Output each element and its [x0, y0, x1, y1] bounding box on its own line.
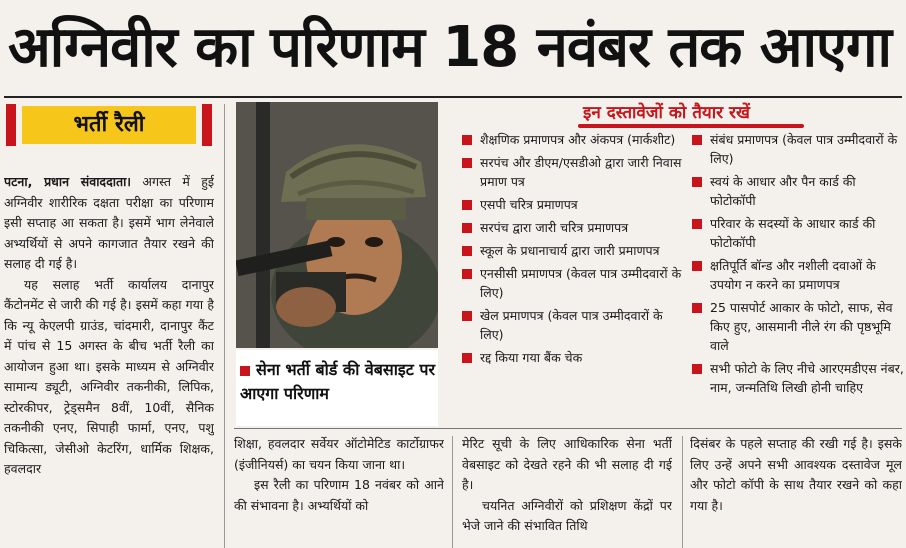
- list-item-text: सरपंच और डीएम/एसडीओ द्वारा जारी निवास प्रमाण पत्र: [480, 155, 682, 189]
- list-item: [690, 298, 904, 355]
- article-paragraph-6: चयनित अग्निवीरों को प्रशिक्षण केंद्रों पर भेजे जाने की संभावित तिथि: [462, 497, 672, 533]
- red-square-bullet-icon: [692, 219, 702, 229]
- photo-caption-text: सेना भर्ती बोर्ड की वेबसाइट पर आएगा परिणाम: [240, 360, 436, 403]
- list-item: [460, 130, 682, 149]
- list-item-text: एसपी चरित्र प्रमाणपत्र: [480, 197, 578, 212]
- red-square-bullet-icon: [462, 353, 472, 363]
- list-item: [460, 195, 682, 214]
- list-item: [460, 306, 682, 344]
- list-item-text: परिवार के सदस्यों के आधार कार्ड की फोटोकॉपी: [710, 216, 876, 250]
- red-square-bullet-icon: [692, 261, 702, 271]
- list-item: [460, 241, 682, 260]
- list-item-text: संबंध प्रमाणपत्र (केवल पात्र उम्मीदवारों के लिए): [710, 132, 898, 166]
- soldier-aiming-rifle-illustration: [236, 102, 438, 348]
- red-square-bullet-icon: [462, 135, 472, 145]
- tag-left-bar: [6, 104, 16, 146]
- list-item-text: खेल प्रमाणपत्र (केवल पात्र उम्मीदवारों के लिए): [480, 308, 663, 342]
- red-square-bullet-icon: [462, 311, 472, 321]
- section-tag-label: भर्ती रैली: [22, 106, 196, 144]
- headline: अग्निवीर का परिणाम 18 नवंबर तक आएगा: [8, 15, 892, 80]
- list-item: [690, 172, 904, 210]
- column-divider: [452, 436, 453, 548]
- red-square-bullet-icon: [692, 177, 702, 187]
- red-square-bullet-icon: [462, 223, 472, 233]
- caption-bullet-icon: [240, 366, 250, 376]
- tag-right-bar: [202, 104, 212, 146]
- list-item: [690, 256, 904, 294]
- list-item-text: शैक्षणिक प्रमाणपत्र और अंकपत्र (मार्कशीट): [480, 132, 676, 147]
- article-paragraph-2: यह सलाह भर्ती कार्यालय दानापुर कैंटोनमेंट से जारी की गई है। इसमें कहा गया है कि न्यू केएलपी ग्राउंड, चांदमारी, दानापुर कैंट में पांच से 15 अगस्त के बीच भर्ती रैली का आयोजन हुआ था। इसके माध्यम से अग्निवीर सामान्य ड्यूटी, अग्निवीर तकनीकी, लिपिक, स्टोरकीपर, ट्रेड्समैन 8वीं, 10वीं, सैनिक तकनीकी एनए, सिपाही फार्मा, एनए, पशु चिकित्सा, जेसीओ केटरिंग, धार्मिक शिक्षक, हवलदार: [4, 276, 214, 476]
- list-item-text: सभी फोटो के लिए नीचे आरएमडीएस नंबर, नाम, जन्मतिथि लिखी होनी चाहिए: [710, 361, 904, 395]
- article-paragraph-4: इस रैली का परिणाम 18 नवंबर को आने की संभावना है। अभ्यर्थियों को: [234, 477, 444, 513]
- red-square-bullet-icon: [462, 246, 472, 256]
- section-tag: [6, 104, 212, 146]
- list-item-text: रद्द किया गया बैंक चेक: [480, 350, 583, 365]
- list-item-text: एनसीसी प्रमाणपत्र (केवल पात्र उम्मीदवारों के लिए): [480, 266, 682, 300]
- article-column-3: [462, 434, 672, 548]
- documents-title: इन दस्तावेजों को तैयार रखें: [583, 103, 750, 123]
- list-item-text: क्षतिपूर्ति बॉन्ड और नशीली दवाओं के उपयोग न करने का प्रमाणपत्र: [710, 258, 876, 292]
- red-square-bullet-icon: [692, 364, 702, 374]
- list-item: [690, 359, 904, 397]
- photo-caption: [240, 358, 436, 406]
- article-column-1: [4, 172, 214, 548]
- red-square-bullet-icon: [462, 269, 472, 279]
- list-item-text: स्वयं के आधार और पैन कार्ड की फोटोकॉपी: [710, 174, 856, 208]
- list-item: [460, 348, 682, 367]
- list-item: [460, 153, 682, 191]
- red-square-bullet-icon: [692, 135, 702, 145]
- article-paragraph-3: शिक्षा, हवलदार सर्वेयर ऑटोमेटिड कार्टोग्राफर (इंजीनियर्स) का चयन किया जाना था।: [234, 436, 444, 472]
- red-square-bullet-icon: [462, 158, 472, 168]
- list-item: [690, 214, 904, 252]
- column-divider: [682, 436, 683, 548]
- list-item: [460, 218, 682, 237]
- paragraph-1-text: अगस्त में हुई अग्निवीर शारीरिक दक्षता परीक्षा का परिणाम इसी सप्ताह आ सकता है। इसमें भाग लेनेवाले अभ्यर्थियों से अपने कागजात तैयार रखने की सलाह दी गई है।: [4, 174, 214, 271]
- section-rule: [234, 428, 902, 429]
- list-item: [690, 130, 904, 168]
- documents-list-right: [690, 130, 904, 401]
- red-square-bullet-icon: [692, 303, 702, 313]
- documents-title-underline: [578, 124, 804, 128]
- list-item-text: सरपंच द्वारा जारी चरित्र प्रमाणपत्र: [480, 220, 629, 235]
- red-square-bullet-icon: [462, 200, 472, 210]
- dateline: पटना, प्रधान संवाददाता।: [4, 174, 132, 189]
- list-item-text: स्कूल के प्रधानाचार्य द्वारा जारी प्रमाणपत्र: [480, 243, 660, 258]
- article-column-2: [234, 434, 444, 548]
- article-paragraph-5: मेरिट सूची के लिए आधिकारिक सेना भर्ती वेबसाइट को देखते रहने की भी सलाह दी गई है।: [462, 436, 672, 492]
- soldier-photo: [236, 102, 438, 348]
- documents-list-left: [460, 130, 682, 371]
- article-paragraph-7: दिसंबर के पहले सप्ताह की रखी गई है। इसके लिए उन्हें अपने सभी आवश्यक दस्तावेज मूल और फोटो कॉपी के साथ तैयार रखने को कहा गया है।: [690, 436, 902, 513]
- column-divider: [224, 104, 225, 548]
- list-item: [460, 264, 682, 302]
- list-item-text: 25 पासपोर्ट आकार के फोटो, साफ, सेव किए हुए, आसमानी नीले रंग की पृष्ठभूमि वाले: [710, 300, 893, 353]
- article-column-4: [690, 434, 902, 548]
- article-paragraph-1: [4, 172, 214, 275]
